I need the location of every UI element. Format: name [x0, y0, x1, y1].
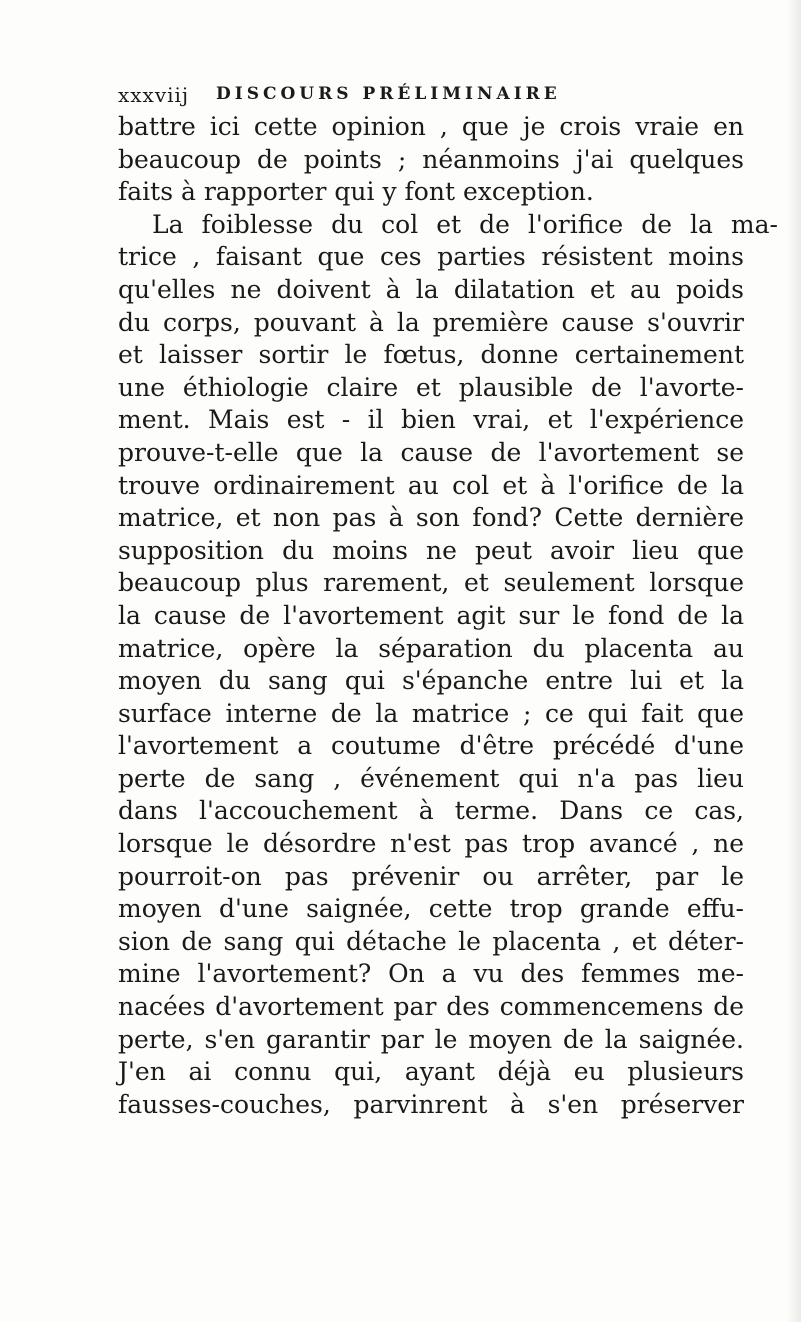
text-line: surface interne de la matrice ; ce qui fait que: [118, 698, 744, 728]
text-line: matrice, et non pas à son fond? Cette dernière: [118, 503, 744, 533]
text-line: nacées d'avortement par des commencemens de: [118, 992, 744, 1022]
body-text: [118, 111, 798, 1121]
text-line: mine l'avortement? On a vu des femmes me-: [118, 959, 744, 989]
text-line: trouve ordinairement au col et à l'orifice de la: [118, 470, 744, 500]
text-line: prouve-t-elle que la cause de l'avortement se: [118, 437, 744, 467]
text-line: moyen du sang qui s'épanche entre lui et la: [118, 666, 744, 696]
text-line: lorsque le désordre n'est pas trop avancé , ne: [118, 829, 744, 859]
text-line: perte de sang , événement qui n'a pas lieu: [118, 763, 744, 793]
text-line: fausses-couches, parvinrent à s'en préserver: [118, 1089, 744, 1119]
text-line: perte, s'en garantir par le moyen de la saignée.: [118, 1024, 744, 1054]
text-line: supposition du moins ne peut avoir lieu que: [118, 535, 744, 565]
text-line: dans l'accouchement à terme. Dans ce cas,: [118, 796, 744, 826]
text-line: sion de sang qui détache le placenta , et déter-: [118, 926, 744, 956]
page-header: [118, 83, 638, 111]
text-line: faits à rapporter qui y font exception.: [118, 177, 594, 207]
text-line: moyen d'une saignée, cette trop grande effu-: [118, 894, 744, 924]
text-line: la cause de l'avortement agit sur le fond de la: [118, 600, 744, 630]
text-line: pourroit-on pas prévenir ou arrêter, par le: [118, 861, 744, 891]
text-line: J'en ai connu qui, ayant déjà eu plusieurs: [118, 1057, 744, 1087]
text-line: ment. Mais est - il bien vrai, et l'expérience: [118, 405, 744, 435]
text-line: l'avortement a coutume d'être précédé d'une: [118, 731, 744, 761]
text-line: du corps, pouvant à la première cause s'ouvrir: [118, 307, 744, 337]
text-line: beaucoup plus rarement, et seulement lorsque: [118, 568, 744, 598]
page-folio: xxxviij: [118, 83, 190, 107]
text-line: trice , faisant que ces parties résistent moins: [118, 242, 744, 272]
text-line: beaucoup de points ; néanmoins j'ai quelques: [118, 144, 744, 174]
text-line: La foiblesse du col et de l'orifice de la ma-: [152, 209, 778, 239]
text-line: une éthiologie claire et plausible de l'avorte-: [118, 372, 744, 402]
text-line: battre ici cette opinion , que je crois vraie en: [118, 112, 744, 141]
text-line: et laisser sortir le fœtus, donne certainement: [118, 340, 744, 370]
text-line: matrice, opère la séparation du placenta au: [118, 633, 744, 663]
text-line: qu'elles ne doivent à la dilatation et au poids: [118, 274, 744, 304]
running-head: DISCOURS PRÉLIMINAIRE: [216, 84, 561, 104]
